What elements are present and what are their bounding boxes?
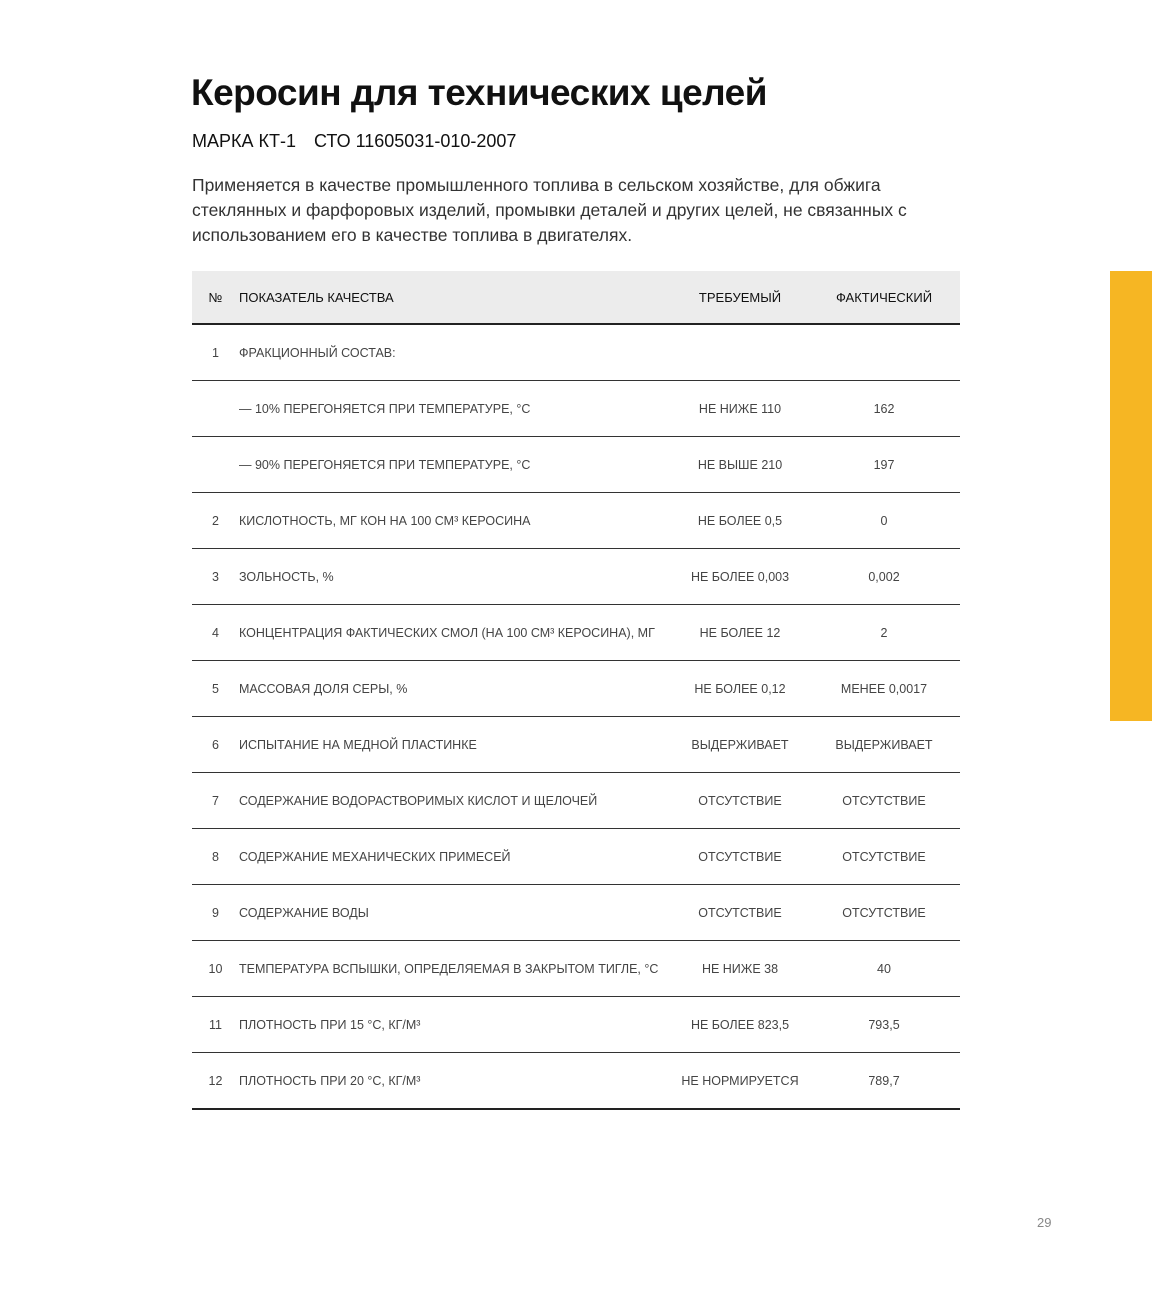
row-num: 1 — [212, 345, 219, 360]
row-required: НЕ ВЫШЕ 210 — [697, 457, 783, 472]
page-number: 29 — [1037, 1215, 1052, 1230]
row-actual: ВЫДЕРЖИВАЕТ — [835, 737, 933, 752]
table-row — [192, 325, 960, 381]
table-row — [192, 549, 960, 605]
row-indicator: ПЛОТНОСТЬ ПРИ 20 °С, КГ/М³ — [239, 1073, 421, 1088]
row-required: НЕ НОРМИРУЕТСЯ — [681, 1073, 799, 1088]
row-actual: 789,7 — [868, 1073, 900, 1088]
row-num: 8 — [212, 849, 219, 864]
table-row — [192, 381, 960, 437]
table-row — [192, 997, 960, 1053]
row-indicator: ФРАКЦИОННЫЙ СОСТАВ: — [239, 345, 396, 360]
row-required: НЕ БОЛЕЕ 0,003 — [690, 569, 790, 584]
header-required: ТРЕБУЕМЫЙ — [698, 289, 782, 305]
brand-label: МАРКА КТ-1 — [192, 131, 296, 151]
row-indicator: КИСЛОТНОСТЬ, МГ КОН НА 100 СМ³ КЕРОСИНА — [239, 513, 531, 528]
row-required: ОТСУТСТВИЕ — [698, 849, 782, 864]
header-num: № — [208, 289, 223, 305]
row-actual: ОТСУТСТВИЕ — [842, 849, 926, 864]
table-row — [192, 829, 960, 885]
row-actual: 2 — [880, 625, 888, 640]
table-row — [192, 1053, 960, 1110]
row-num: 7 — [212, 793, 219, 808]
header-indicator: ПОКАЗАТЕЛЬ КАЧЕСТВА — [239, 289, 394, 305]
product-description: Применяется в качестве промышленного топлива в сельском хозяйстве, для обжига стеклянных и фарфоровых изделий, промывки деталей и других целей, не связанных с использованием его в качестве топлива в двигателях. — [192, 175, 907, 245]
row-num: 4 — [212, 625, 219, 640]
page-title: Керосин для технических целей — [191, 72, 768, 113]
row-actual: 0,002 — [868, 569, 900, 584]
row-actual: 0 — [880, 513, 888, 528]
row-indicator: СОДЕРЖАНИЕ ВОДЫ — [239, 905, 369, 920]
row-indicator: — 10% ПЕРЕГОНЯЕТСЯ ПРИ ТЕМПЕРАТУРЕ, °С — [239, 401, 531, 416]
row-indicator: ИСПЫТАНИЕ НА МЕДНОЙ ПЛАСТИНКЕ — [239, 737, 477, 752]
row-required: НЕ БОЛЕЕ 0,12 — [694, 681, 786, 696]
table-row — [192, 717, 960, 773]
row-actual: ОТСУТСТВИЕ — [842, 793, 926, 808]
table-row — [192, 773, 960, 829]
row-num: 12 — [208, 1073, 223, 1088]
row-required: ОТСУТСТВИЕ — [698, 905, 782, 920]
row-num: 11 — [209, 1017, 222, 1032]
row-actual: ОТСУТСТВИЕ — [842, 905, 926, 920]
row-actual: 793,5 — [868, 1017, 900, 1032]
row-num: 9 — [212, 905, 219, 920]
row-indicator: СОДЕРЖАНИЕ ВОДОРАСТВОРИМЫХ КИСЛОТ И ЩЕЛОЧЕЙ — [239, 793, 598, 808]
table-row — [192, 437, 960, 493]
row-actual: МЕНЕЕ 0,0017 — [840, 681, 928, 696]
row-num: 2 — [212, 513, 219, 528]
row-actual: 40 — [877, 961, 891, 976]
row-indicator: МАССОВАЯ ДОЛЯ СЕРЫ, % — [239, 681, 408, 696]
product-subtitle — [192, 131, 516, 152]
table-row — [192, 605, 960, 661]
row-required: НЕ БОЛЕЕ 0,5 — [697, 513, 783, 528]
row-num: 6 — [212, 737, 219, 752]
row-required: НЕ БОЛЕЕ 12 — [699, 625, 781, 640]
row-required: НЕ НИЖЕ 110 — [698, 401, 782, 416]
row-actual: 162 — [873, 401, 895, 416]
row-required: ОТСУТСТВИЕ — [698, 793, 782, 808]
standard-label: СТО 11605031-010-2007 — [313, 131, 517, 151]
row-num: 3 — [212, 569, 219, 584]
row-indicator: ТЕМПЕРАТУРА ВСПЫШКИ, ОПРЕДЕЛЯЕМАЯ В ЗАКРЫТОМ ТИГЛЕ, °С — [239, 961, 659, 976]
row-required: ВЫДЕРЖИВАЕТ — [691, 737, 789, 752]
row-indicator: СОДЕРЖАНИЕ МЕХАНИЧЕСКИХ ПРИМЕСЕЙ — [239, 849, 511, 864]
row-indicator: — 90% ПЕРЕГОНЯЕТСЯ ПРИ ТЕМПЕРАТУРЕ, °С — [239, 457, 531, 472]
accent-side-bar — [1110, 271, 1152, 721]
table-row — [192, 493, 960, 549]
table-row — [192, 941, 960, 997]
row-required: НЕ БОЛЕЕ 823,5 — [690, 1017, 790, 1032]
table-row — [192, 885, 960, 941]
row-indicator: ЗОЛЬНОСТЬ, % — [239, 569, 334, 584]
row-num: 5 — [212, 681, 219, 696]
row-required: НЕ НИЖЕ 38 — [701, 961, 779, 976]
quality-table — [192, 271, 960, 1110]
row-indicator: КОНЦЕНТРАЦИЯ ФАКТИЧЕСКИХ СМОЛ (НА 100 СМ³ КЕРОСИНА), МГ — [239, 625, 655, 640]
row-num: 10 — [208, 961, 223, 976]
table-row — [192, 661, 960, 717]
table-header-row — [192, 271, 960, 325]
header-actual: ФАКТИЧЕСКИЙ — [835, 289, 933, 305]
row-actual: 197 — [873, 457, 895, 472]
row-indicator: ПЛОТНОСТЬ ПРИ 15 °С, КГ/М³ — [239, 1017, 421, 1032]
